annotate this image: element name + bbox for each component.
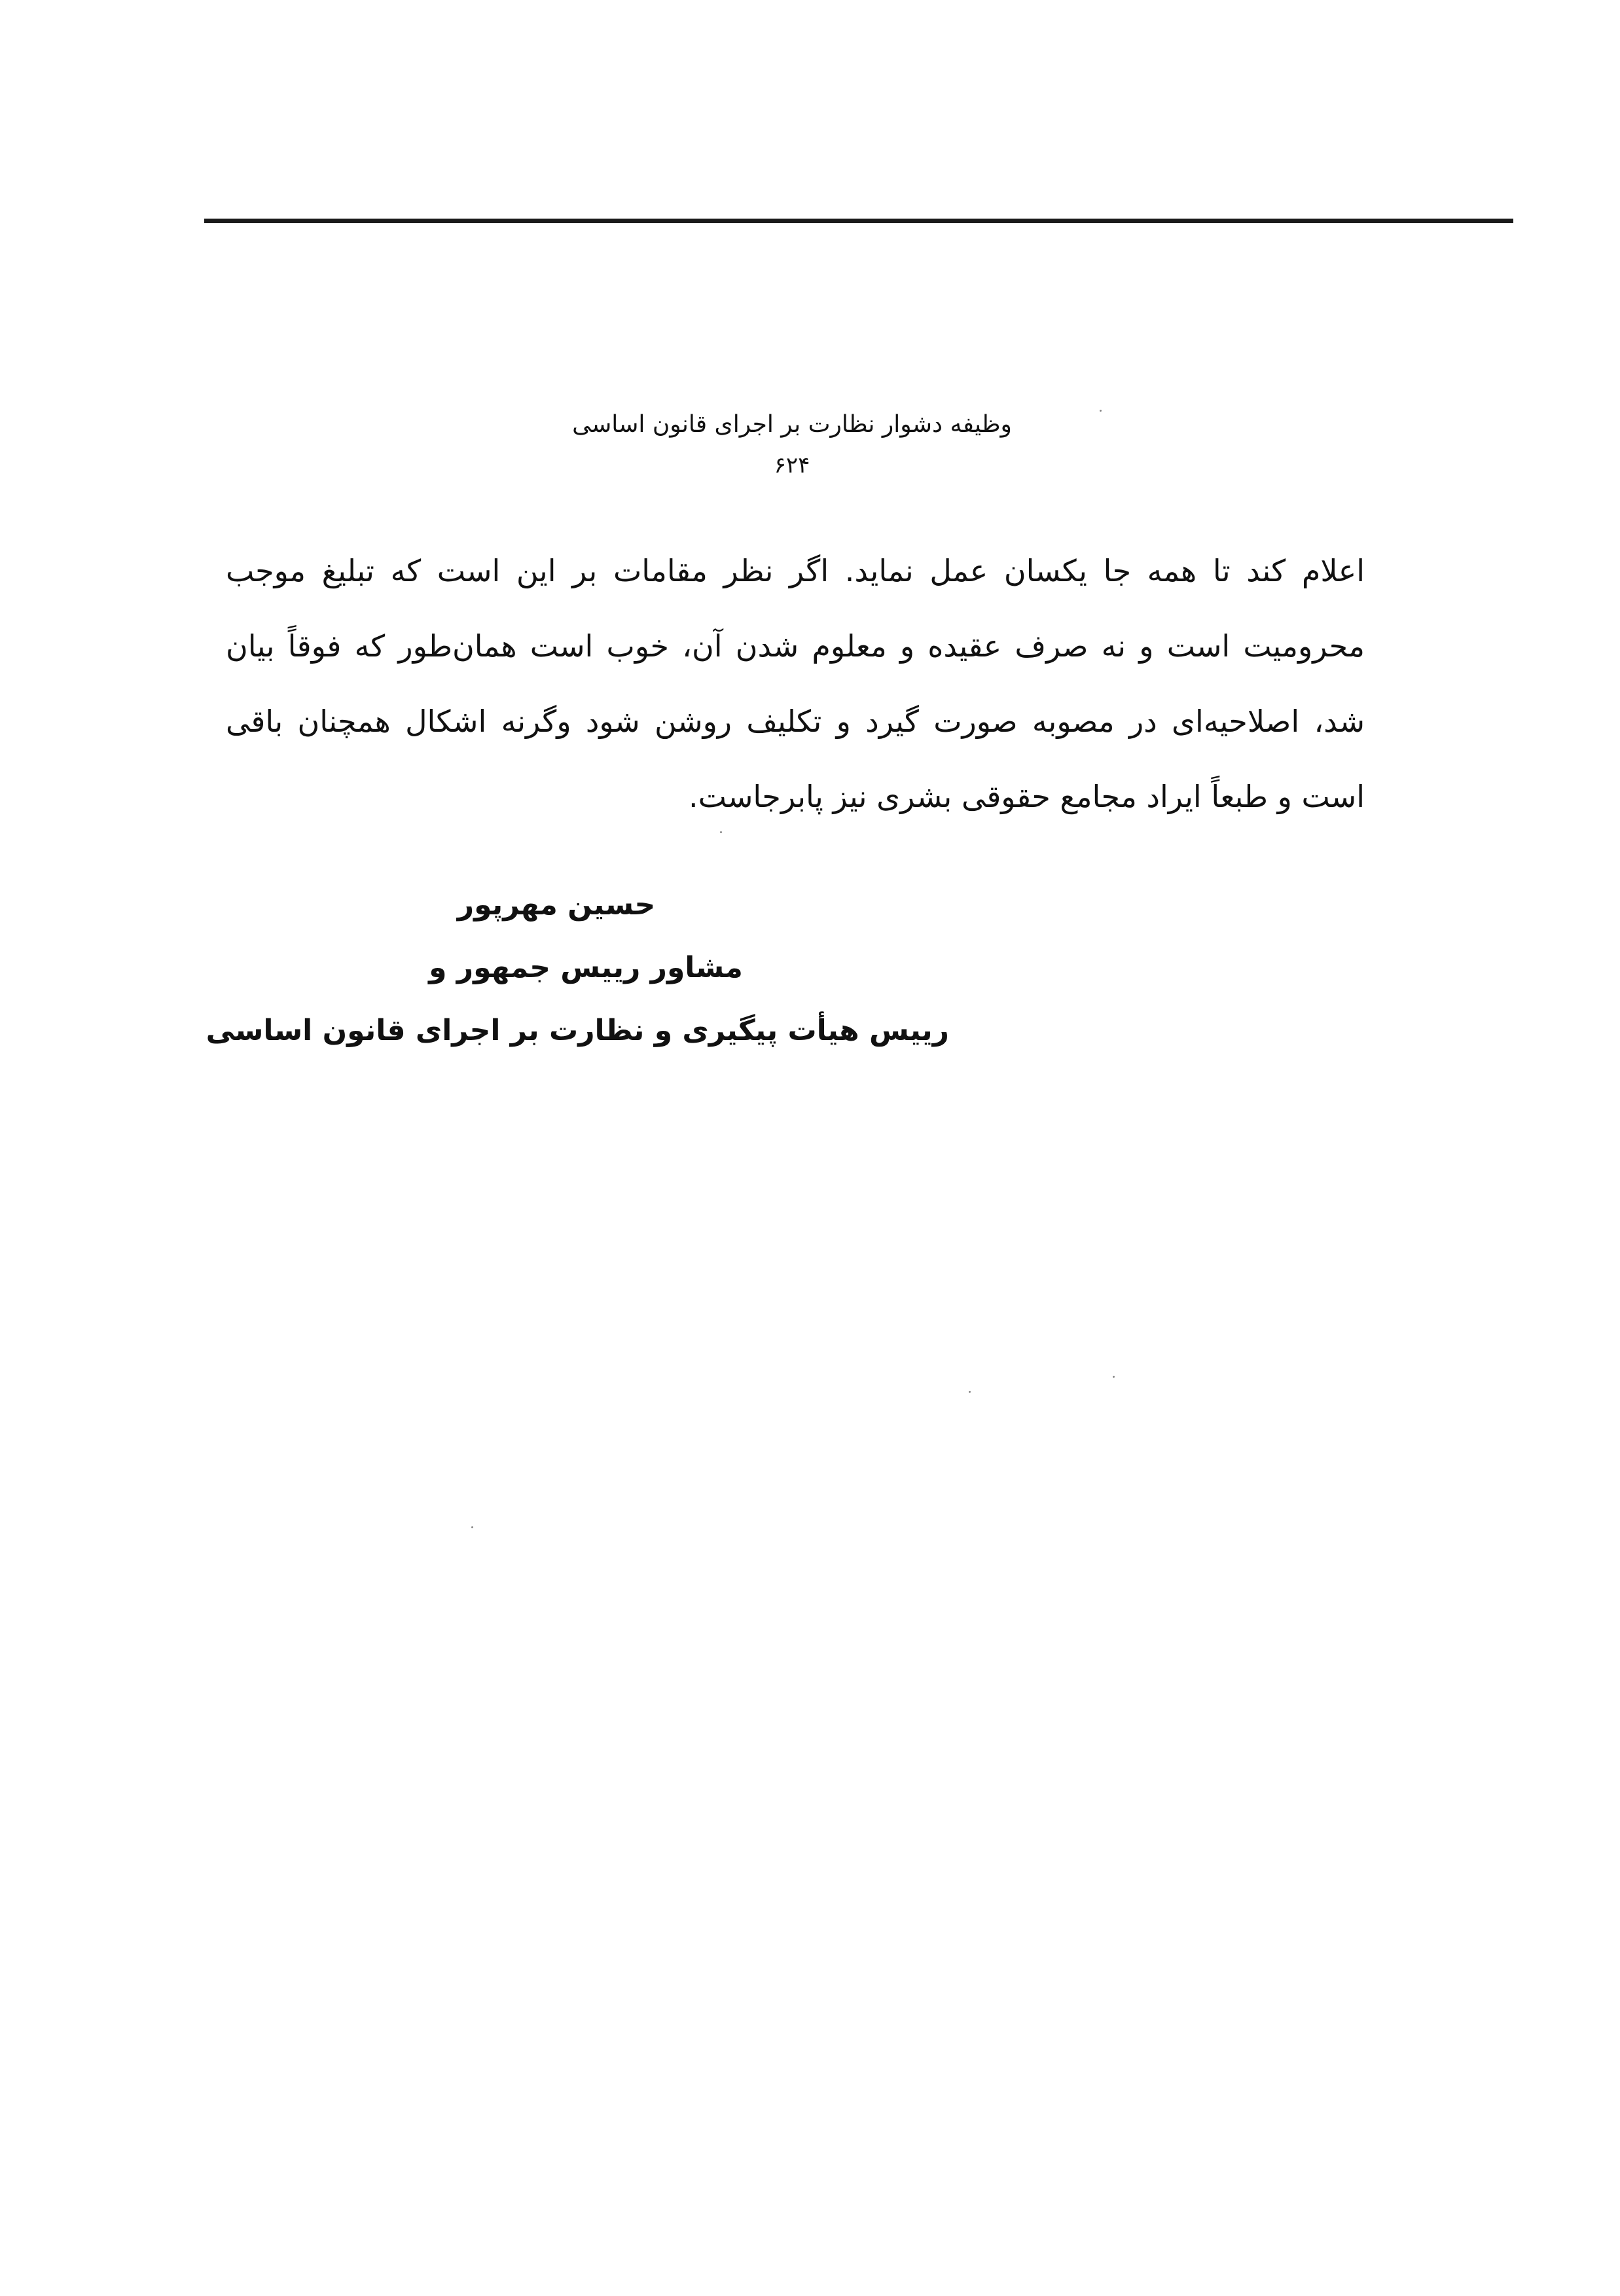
signatory-name: حسین مهرپور (457, 888, 656, 922)
running-head-title: وظیفه دشوار نظارت بر اجرای قانون اساسی (572, 411, 1012, 438)
scan-speck (720, 831, 722, 833)
signatory-role-line-1: مشاور رییس جمهور و (429, 951, 743, 984)
running-head (563, 404, 1021, 486)
scan-speck (969, 1391, 971, 1393)
signatory-role-line-2: رییس هیأت پیگیری و نظارت بر اجرای قانون اساسی (206, 1014, 949, 1047)
scan-speck (471, 1526, 473, 1528)
signature-block (206, 874, 949, 1062)
top-rule-divider (204, 219, 1513, 223)
body-text (226, 533, 1365, 834)
body-paragraph: اعلام کند تا همه جا یکسان عمل نماید. اگر نظر مقامات بر این است که تبلیغ موجب محرومیت است و نه صرف عقیده و معلوم شدن آن، خوب است همان‌طور که فوقاً بیان شد، اصلاحیه‌ای در مصوبه صورت گیرد و تکلیف روشن شود وگرنه اشکال همچنان باقی است و طبعاً ایراد مجامع حقوقی بشری نیز پابرجاست. (226, 553, 1365, 814)
page-number: ۶۲۴ (774, 452, 810, 478)
scan-speck (1100, 410, 1102, 412)
scan-speck (1113, 1376, 1115, 1378)
